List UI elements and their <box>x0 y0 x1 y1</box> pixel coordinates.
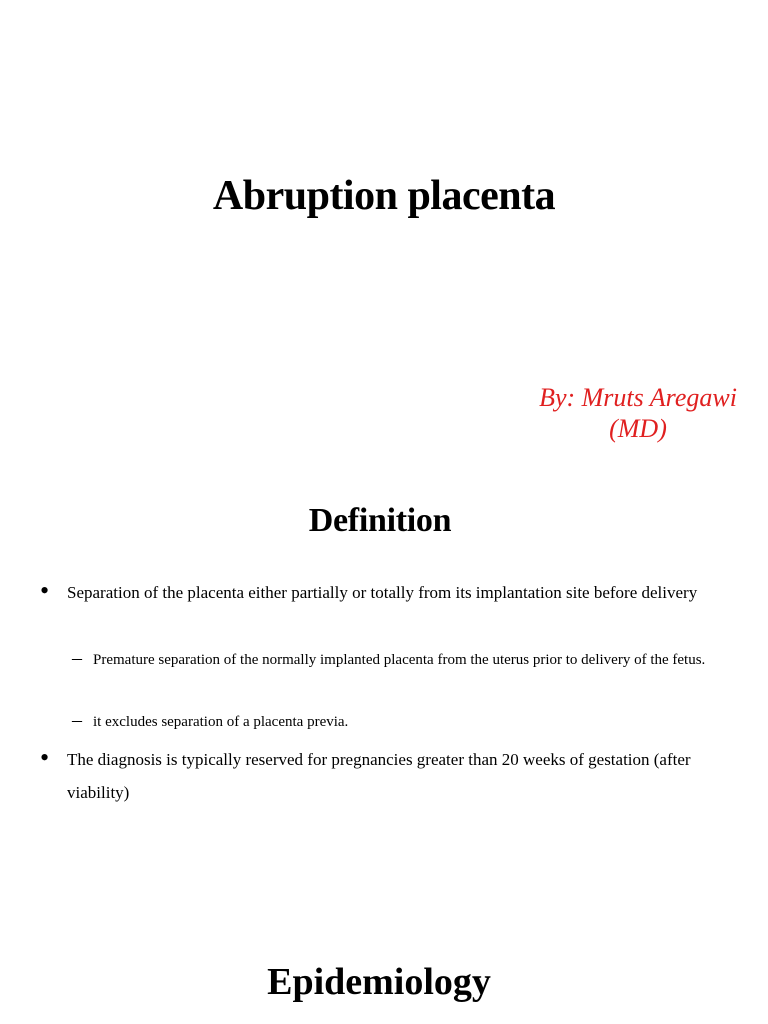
bullet-icon: • <box>40 743 50 772</box>
section-heading-epidemiology: Epidemiology <box>267 961 491 1003</box>
bullet-item <box>40 743 727 809</box>
sub-bullet-item <box>72 708 733 737</box>
sub-bullet-text: it excludes separation of a placenta previa. <box>93 714 349 730</box>
sub-bullet-item <box>72 646 733 675</box>
slide-title: Abruption placenta <box>212 173 556 219</box>
author-degree: (MD) <box>609 414 667 443</box>
bullet-icon: • <box>40 576 50 605</box>
bullet-text: The diagnosis is typically reserved for pregnancies greater than 20 weeks of gestation (after viability) <box>67 750 691 802</box>
dash-icon: – <box>72 647 82 669</box>
bullet-item <box>40 576 727 609</box>
dash-icon: – <box>72 709 82 731</box>
bullet-text: Separation of the placenta either partially or totally from its implantation site before delivery <box>67 583 698 602</box>
author-name: By: Mruts Aregawi <box>539 383 737 412</box>
sub-bullet-text: Premature separation of the normally implanted placenta from the uterus prior to delivery of the fetus. <box>93 652 706 668</box>
section-heading-definition: Definition <box>308 502 452 539</box>
